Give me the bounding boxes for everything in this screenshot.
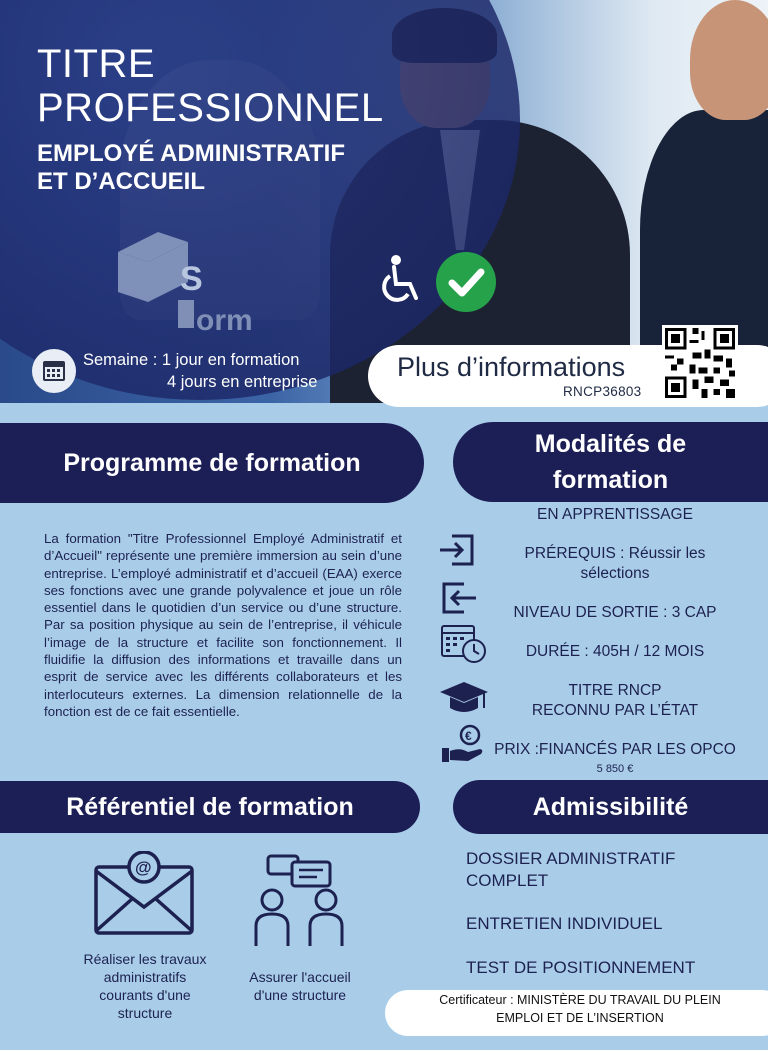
rncp-code: RNCP36803 bbox=[563, 384, 642, 399]
modalites-heading: Modalités de formation bbox=[453, 422, 768, 502]
programme-heading: Programme de formation bbox=[0, 423, 424, 503]
admissibilite-item-2: ENTRETIEN INDIVIDUEL bbox=[466, 914, 663, 933]
programme-description: La formation "Titre Professionnel Employé Administratif et d’Accueil" représente une première immersion au sein d’une entreprise. L’employé administratif et d’accueil (EAA) exerce ses fonctions avec une grande polyvalence et joue un rôle essentiel dans le quotidien d’un service ou d’une structure. Par sa position physique au sein de l’entreprise, il véhicule l’image de la structure et facilite son fonctionnement. Il fluidifie la diffusion des informations et travaille dans un esprit de service avec les différents collaborateurs et les interlocuteurs externes. La dimension relationnelle de la fonction est de ce fait essentielle. bbox=[44, 531, 402, 719]
svg-text:S: S bbox=[180, 260, 203, 298]
enter-icon bbox=[438, 532, 476, 568]
sform-logo bbox=[118, 232, 298, 332]
week-schedule: Semaine : 1 jour en formation 4 jours en entreprise bbox=[83, 351, 318, 391]
referentiel-item-2: Assurer l'accueil d'une structure bbox=[249, 969, 351, 1003]
svg-text:orm: orm bbox=[196, 304, 253, 332]
referentiel-heading: Référentiel de formation bbox=[0, 781, 420, 833]
prix-text: PRIX :FINANCÉS PAR LES OPCO bbox=[494, 741, 736, 758]
page-subtitle: EMPLOYÉ ADMINISTRATIF ET D’ACCUEIL bbox=[37, 140, 345, 195]
prerequis-text: PRÉREQUIS : Réussir les sélections bbox=[524, 545, 706, 582]
graduation-cap-icon bbox=[438, 680, 490, 718]
second-man-head bbox=[690, 0, 768, 120]
admissibilite-item-1: DOSSIER ADMINISTRATIF COMPLET bbox=[466, 849, 676, 890]
accessibility-icon bbox=[374, 254, 426, 306]
calendar-clock-icon bbox=[440, 622, 488, 664]
referentiel-item-1: Réaliser les travaux administratifs courants d'une structure bbox=[83, 951, 207, 1021]
qr-code-icon[interactable] bbox=[662, 325, 738, 401]
prix-amount: 5 850 € bbox=[596, 763, 634, 775]
svg-text:€: € bbox=[465, 729, 472, 743]
conversation-icon bbox=[252, 854, 346, 948]
admissibilite-heading: Admissibilité bbox=[453, 780, 768, 834]
certificateur-text: Certificateur : MINISTÈRE DU TRAVAIL DU PLEIN EMPLOI ET DE L’INSERTION bbox=[439, 993, 721, 1025]
exit-icon bbox=[440, 580, 478, 616]
calendar-icon bbox=[32, 349, 76, 393]
admissibilite-item-3: TEST DE POSITIONNEMENT bbox=[466, 958, 696, 977]
more-info-label[interactable]: Plus d’informations bbox=[397, 352, 626, 382]
niveau-text: NIVEAU DE SORTIE : 3 CAP bbox=[513, 604, 717, 621]
titre-rncp-text: TITRE RNCP RECONNU PAR L’ÉTAT bbox=[531, 682, 699, 719]
page-title: TITRE PROFESSIONNEL bbox=[37, 42, 384, 130]
apprentissage-text: EN APPRENTISSAGE bbox=[537, 506, 693, 523]
email-icon bbox=[94, 851, 194, 935]
duree-text: DURÉE : 405H / 12 MOIS bbox=[525, 643, 705, 660]
check-icon bbox=[436, 252, 496, 312]
svg-text:@: @ bbox=[135, 858, 152, 877]
euro-hand-icon bbox=[440, 724, 486, 764]
